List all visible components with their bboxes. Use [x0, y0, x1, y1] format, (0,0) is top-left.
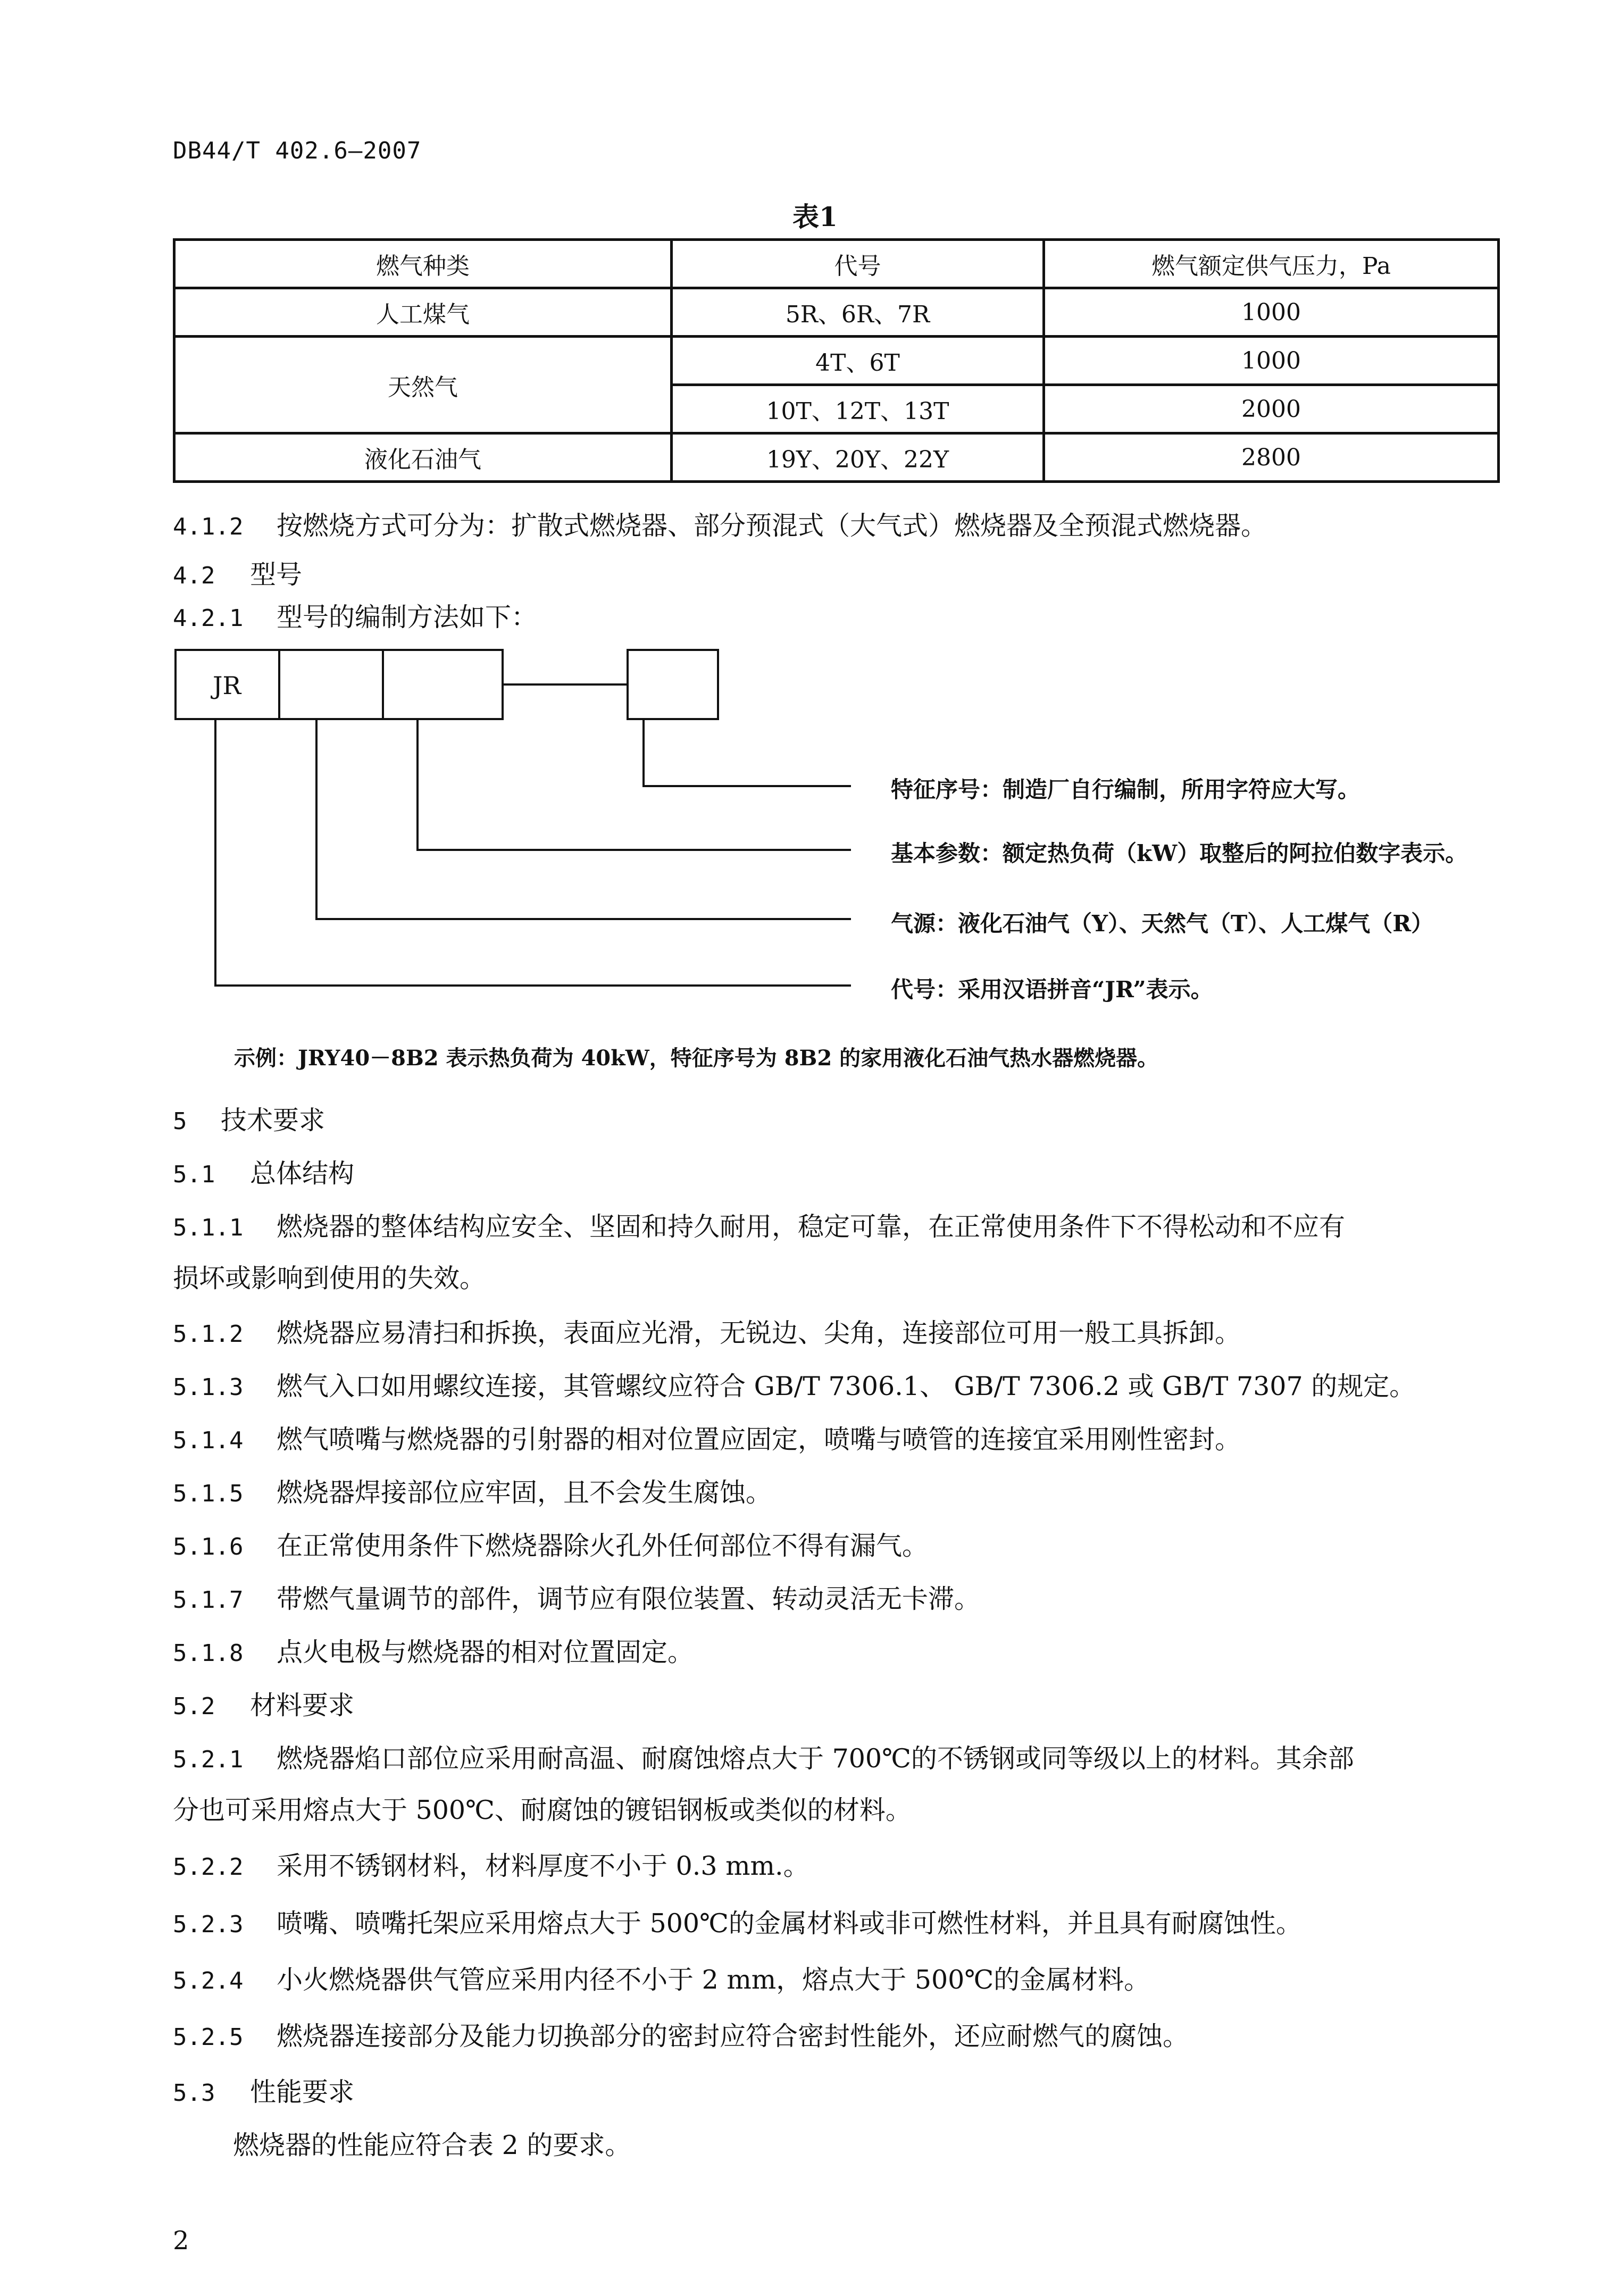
- header-pressure: 燃气额定供气压力，Pa: [1044, 240, 1499, 288]
- section-5-heading: 5 技术要求: [173, 1105, 325, 1136]
- clause-5-1-4: 5.1.4 燃气喷嘴与燃烧器的引射器的相对位置应固定，喷嘴与喷管的连接宜采用刚性密封。: [173, 1424, 1241, 1455]
- clause-5-1-7: 5.1.7 带燃气量调节的部件，调节应有限位装置、转动灵活无卡滞。: [173, 1584, 981, 1614]
- clause-5-2-2: 5.2.2 采用不锈钢材料，材料厚度不小于 0.3 mm.。: [173, 1851, 809, 1881]
- clause-5-1-1: 5.1.1 燃烧器的整体结构应安全、坚固和持久耐用，稳定可靠，在正常使用条件下不得松动和不应有: [173, 1212, 1346, 1242]
- section-5-1-heading: 5.1 总体结构: [173, 1158, 355, 1189]
- clause-5-1-1-cont: 损坏或影响到使用的失效。: [173, 1263, 486, 1293]
- section-5-2-heading: 5.2 材料要求: [173, 1690, 355, 1721]
- model-code-diagram: [0, 0, 1611, 1064]
- clause-5-1-2: 5.1.2 燃烧器应易清扫和拆换，表面应光滑，无锐边、尖角，连接部位可用一般工具拆卸。: [173, 1318, 1241, 1348]
- cell-code: 19Y、20Y、22Y: [672, 433, 1044, 482]
- section-5-3-heading: 5.3 性能要求: [173, 2077, 355, 2107]
- leader-code: [215, 719, 851, 986]
- clause-5-1-5: 5.1.5 燃烧器焊接部位应牢固，且不会发生腐蚀。: [173, 1477, 772, 1508]
- document-code: DB44/T 402.6—2007: [173, 137, 422, 164]
- clause-5-2-1-cont: 分也可采用熔点大于 500℃、耐腐蚀的镀铝钢板或类似的材料。: [173, 1795, 912, 1825]
- gas-source-box: [279, 650, 383, 719]
- clause-5-2-4: 5.2.4 小火燃烧器供气管应采用内径不小于 2 mm，熔点大于 500℃的金属材料。: [173, 1965, 1150, 1995]
- clause-4-2-1: 4.2.1 型号的编制方法如下：: [173, 602, 538, 632]
- header-gas-type: 燃气种类: [174, 240, 672, 288]
- feature-box: [628, 650, 718, 719]
- parameter-box: [383, 650, 503, 719]
- cell-code: 4T、6T: [672, 337, 1044, 385]
- clause-5-3-body: 燃烧器的性能应符合表 2 的要求。: [233, 2130, 631, 2160]
- page-number: 2: [173, 2226, 189, 2256]
- jr-label: JR: [213, 671, 241, 700]
- legend-feature: 特征序号：制造厂自行编制，所用字符应大写。: [891, 777, 1360, 803]
- clause-5-1-8: 5.1.8 点火电极与燃烧器的相对位置固定。: [173, 1637, 694, 1667]
- cell-gas: 天然气: [174, 337, 672, 433]
- example-note: 示例：JRY40－8B2 表示热负荷为 40kW，特征序号为 8B2 的家用液化石油气热水器燃烧器。: [234, 1046, 1159, 1071]
- leader-parameter: [418, 719, 851, 850]
- cell-code: 10T、12T、13T: [672, 385, 1044, 433]
- cell-pressure: 2800: [1044, 433, 1499, 482]
- cell-gas: 人工煤气: [174, 288, 672, 337]
- clause-5-1-6: 5.1.6 在正常使用条件下燃烧器除火孔外任何部位不得有漏气。: [173, 1531, 929, 1561]
- cell-pressure: 1000: [1044, 337, 1499, 385]
- clause-4-1-2: 4.1.2 按燃烧方式可分为：扩散式燃烧器、部分预混式（大气式）燃烧器及全预混式燃烧器。: [173, 511, 1267, 541]
- header-code: 代号: [672, 240, 1044, 288]
- clause-5-2-1: 5.2.1 燃烧器焰口部位应采用耐高温、耐腐蚀熔点大于 700℃的不锈钢或同等级以上的材料。其余部: [173, 1743, 1354, 1774]
- clause-5-2-5: 5.2.5 燃烧器连接部分及能力切换部分的密封应符合密封性能外，还应耐燃气的腐蚀。: [173, 2021, 1189, 2051]
- clause-5-2-3: 5.2.3 喷嘴、喷嘴托架应采用熔点大于 500℃的金属材料或非可燃性材料，并且具有耐腐蚀性。: [173, 1908, 1302, 1939]
- cell-pressure: 1000: [1044, 288, 1499, 337]
- table-caption: 表1: [792, 201, 838, 232]
- cell-code: 5R、6R、7R: [672, 288, 1044, 337]
- cell-gas: 液化石油气: [174, 433, 672, 482]
- legend-parameter: 基本参数：额定热负荷（kW）取整后的阿拉伯数字表示。: [891, 840, 1468, 866]
- leader-gas-source: [316, 719, 851, 919]
- legend-gas-source: 气源：液化石油气（Y）、天然气（T）、人工煤气（R）: [891, 911, 1434, 937]
- cell-pressure: 2000: [1044, 385, 1499, 433]
- legend-code: 代号：采用汉语拼音“JR”表示。: [891, 976, 1213, 1003]
- clause-5-1-3: 5.1.3 燃气入口如用螺纹连接，其管螺纹应符合 GB/T 7306.1、 GB/T 7306.2 或 GB/T 7307 的规定。: [173, 1371, 1416, 1401]
- leader-feature: [644, 719, 851, 786]
- clause-4-2: 4.2 型号: [173, 560, 303, 590]
